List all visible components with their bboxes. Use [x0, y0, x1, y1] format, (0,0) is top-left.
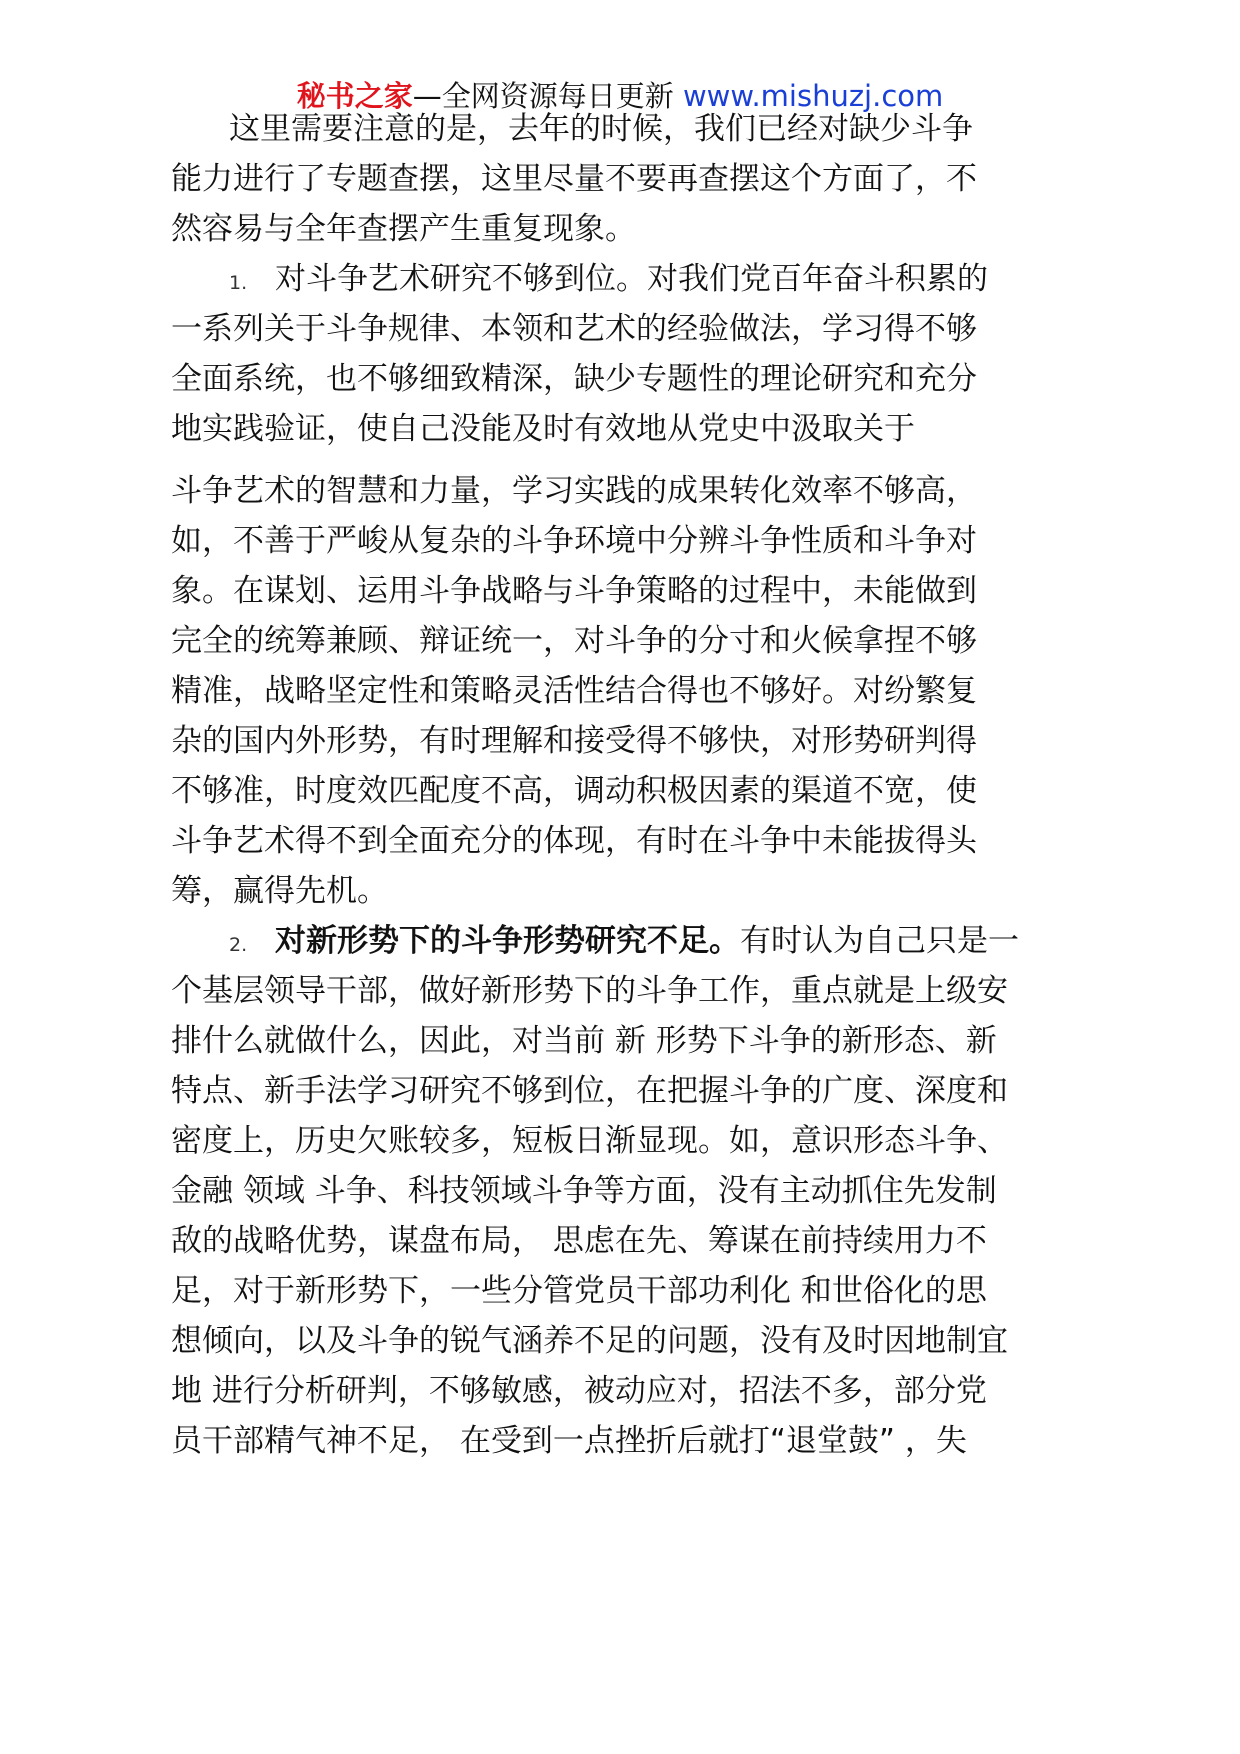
paragraph-line: 这里需要注意的是，去年的时候，我们已经对缺少斗争 [229, 111, 973, 147]
paragraph-line: 斗争艺术的智慧和力量，学习实践的成果转化效率不够高， [171, 473, 977, 509]
list-item-1-first-line [229, 253, 988, 305]
list-number: 1. [229, 272, 248, 294]
paragraph-line: 密度上，历史欠账较多，短板日渐显现。如，意识形态斗争、 [171, 1123, 1008, 1159]
paragraph-line: 完全的统筹兼顾、辩证统一，对斗争的分寸和火候拿捏不够 [171, 623, 977, 659]
paragraph-line: 员干部精气神不足， 在受到一点挫折后就打“退堂鼓” ，失 [171, 1423, 967, 1459]
paragraph-line: 排什么就做什么，因此，对当前 新 形势下斗争的新形态、新 [171, 1023, 997, 1059]
paragraph-line: 筹，赢得先机。 [171, 873, 388, 909]
paragraph-line: 然容易与全年查摆产生重复现象。 [171, 211, 636, 247]
brand-name: 秘书之家 [296, 79, 413, 113]
paragraph-line: 斗争艺术得不到全面充分的体现，有时在斗争中未能拔得头 [171, 823, 977, 859]
paragraph-line: 象。在谋划、运用斗争战略与斗争策略的过程中，未能做到 [171, 573, 977, 609]
paragraph-line: 特点、新手法学习研究不够到位，在把握斗争的广度、深度和 [171, 1073, 1008, 1109]
site-url-link[interactable]: www.mishuzj.com [682, 79, 944, 113]
paragraph-line: 精准，战略坚定性和策略灵活性结合得也不够好。对纷繁复 [171, 673, 977, 709]
paragraph-line: 足，对于新形势下，一些分管党员干部功利化 和世俗化的思 [171, 1273, 987, 1309]
list-number: 2. [229, 934, 248, 956]
paragraph-line: 一系列关于斗争规律、本领和艺术的经验做法，学习得不够 [171, 311, 977, 347]
header-tagline: —全网资源每日更新 [412, 79, 674, 113]
paragraph-line: 杂的国内外形势，有时理解和接受得不够快，对形势研判得 [171, 723, 977, 759]
paragraph-line: 地实践验证，使自己没能及时有效地从党史中汲取关于 [171, 411, 915, 447]
item-heading: 对新形势下的斗争形势研究不足。 [275, 923, 740, 959]
paragraph-line: 金融 领域 斗争、科技领域斗争等方面，没有主动抓住先发制 [171, 1173, 997, 1209]
paragraph-line: 有时认为自己只是一 [740, 923, 1019, 959]
list-item-2-first-line [229, 915, 1019, 967]
paragraph-line: 个基层领导干部，做好新形势下的斗争工作，重点就是上级安 [171, 973, 1008, 1009]
paragraph-line: 想倾向，以及斗争的锐气涵养不足的问题，没有及时因地制宜 [171, 1323, 1008, 1359]
paragraph-line: 全面系统，也不够细致精深，缺少专题性的理论研究和充分 [171, 361, 977, 397]
paragraph-line: 能力进行了专题查摆，这里尽量不要再查摆这个方面了，不 [171, 161, 977, 197]
paragraph-line: 地 进行分析研判，不够敏感，被动应对，招法不多，部分党 [171, 1373, 987, 1409]
paragraph-line: 不够准，时度效匹配度不高，调动积极因素的渠道不宽，使 [171, 773, 977, 809]
paragraph-line: 如，不善于严峻从复杂的斗争环境中分辨斗争性质和斗争对 [171, 523, 977, 559]
paragraph-line: 对斗争艺术研究不够到位。对我们党百年奋斗积累的 [275, 261, 988, 297]
paragraph-line: 敌的战略优势，谋盘布局， 思虑在先、筹谋在前持续用力不 [171, 1223, 987, 1259]
